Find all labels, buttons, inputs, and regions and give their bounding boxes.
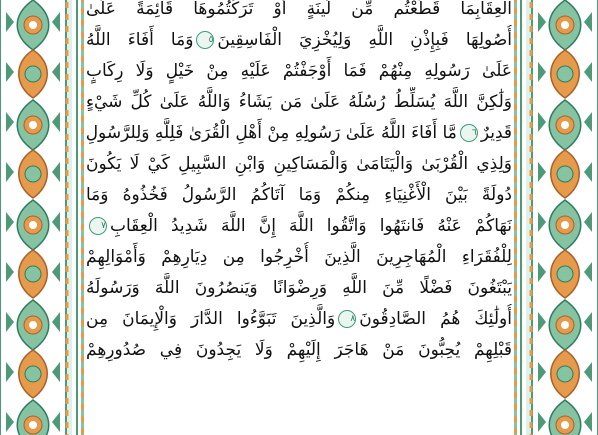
line-text: نَهَاكُمْ عَنْهُ فَانتَهُوا وَاتَّقُوا اللَّهَ إِنَّ اللَّهَ شَدِيدُ الْعِقَابِ bbox=[110, 216, 512, 236]
text-line-7 bbox=[86, 180, 512, 211]
line-text: دُولَةً بَيْنَ الْأَغْنِيَاءِ مِنكُمْ وَمَا آتَاكُمُ الرَّسُولُ فَخُذُوهُ وَمَا bbox=[86, 185, 512, 205]
text-line-6 bbox=[86, 149, 512, 180]
line-text-tail: وَالَّذِينَ تَبَوَّءُوا الدَّارَ وَالْإِيمَانَ مِن bbox=[86, 309, 336, 329]
ayah-marker-icon: ٨ bbox=[338, 310, 356, 328]
line-text: لِلْفُقَرَاءِ الْمُهَاجِرِينَ الَّذِينَ أُخْرِجُوا مِن دِيَارِهِمْ وَأَمْوَالِهِمْ bbox=[86, 247, 512, 267]
line-text: قَبْلِهِمْ يُحِبُّونَ مَنْ هَاجَرَ إِلَيْهِمْ وَلَا يَجِدُونَ فِي صُدُورِهِمْ bbox=[86, 340, 512, 360]
verse-text-block bbox=[86, 0, 512, 435]
ayah-marker-icon: ٧ bbox=[89, 217, 107, 235]
line-text-tail: مَّا أَفَاءَ اللَّهُ عَلَىٰ رَسُولِهِ مِنْ أَهْلِ الْقُرَىٰ فَلِلَّهِ وَلِلرَّسُولِ bbox=[86, 123, 457, 143]
text-line-11 bbox=[86, 304, 512, 335]
line-text: أُولَٰئِكَ هُمُ الصَّادِقُونَ bbox=[359, 309, 512, 329]
line-text-tail: وَمَا أَفَاءَ اللَّهُ bbox=[86, 30, 194, 50]
text-line-8 bbox=[86, 211, 512, 242]
line-text: أُصُولِهَا فَبِإِذْنِ اللَّهِ وَلِيُخْزِيَ الْفَاسِقِينَ bbox=[217, 30, 512, 50]
text-line-9 bbox=[86, 242, 512, 273]
line-text: عَلَىٰ رَسُولِهِ مِنْهُمْ فَمَا أَوْجَفْتُمْ عَلَيْهِ مِنْ خَيْلٍ وَلَا رِكَابٍ bbox=[86, 61, 512, 81]
right-ornament-border bbox=[526, 0, 598, 435]
text-line-12 bbox=[86, 335, 512, 366]
line-text-tail: مَا قَطَعْتُم مِّن لِّينَةٍ أَوْ تَرَكْتُمُوهَا قَائِمَةً عَلَىٰ bbox=[86, 0, 476, 19]
left-ornament-border bbox=[0, 0, 72, 435]
line-text: وَلَٰكِنَّ اللَّهَ يُسَلِّطُ رُسُلَهُ عَلَىٰ مَن يَشَاءُ وَاللَّهُ عَلَىٰ كُلِّ شَيْءٍ bbox=[86, 92, 512, 112]
text-line-2 bbox=[86, 25, 512, 56]
text-line-5 bbox=[86, 118, 512, 149]
ayah-marker-icon: ٥ bbox=[196, 31, 214, 49]
text-line-1 bbox=[86, 0, 512, 25]
line-text: وَلِذِي الْقُرْبَىٰ وَالْيَتَامَىٰ وَالْمَسَاكِينِ وَابْنِ السَّبِيلِ كَيْ لَا يَكُونَ bbox=[86, 154, 512, 174]
line-text: يَبْتَغُونَ فَضْلًا مِّنَ اللَّهِ وَرِضْوَانًا وَيَنصُرُونَ اللَّهَ وَرَسُولَهُ bbox=[86, 278, 512, 298]
ayah-marker-icon: ٦ bbox=[460, 124, 478, 142]
line-text: الْعِقَابِ bbox=[475, 0, 512, 19]
text-line-10 bbox=[86, 273, 512, 304]
text-line-3 bbox=[86, 56, 512, 87]
text-line-4 bbox=[86, 87, 512, 118]
line-text: قَدِيرٌ bbox=[480, 123, 512, 143]
